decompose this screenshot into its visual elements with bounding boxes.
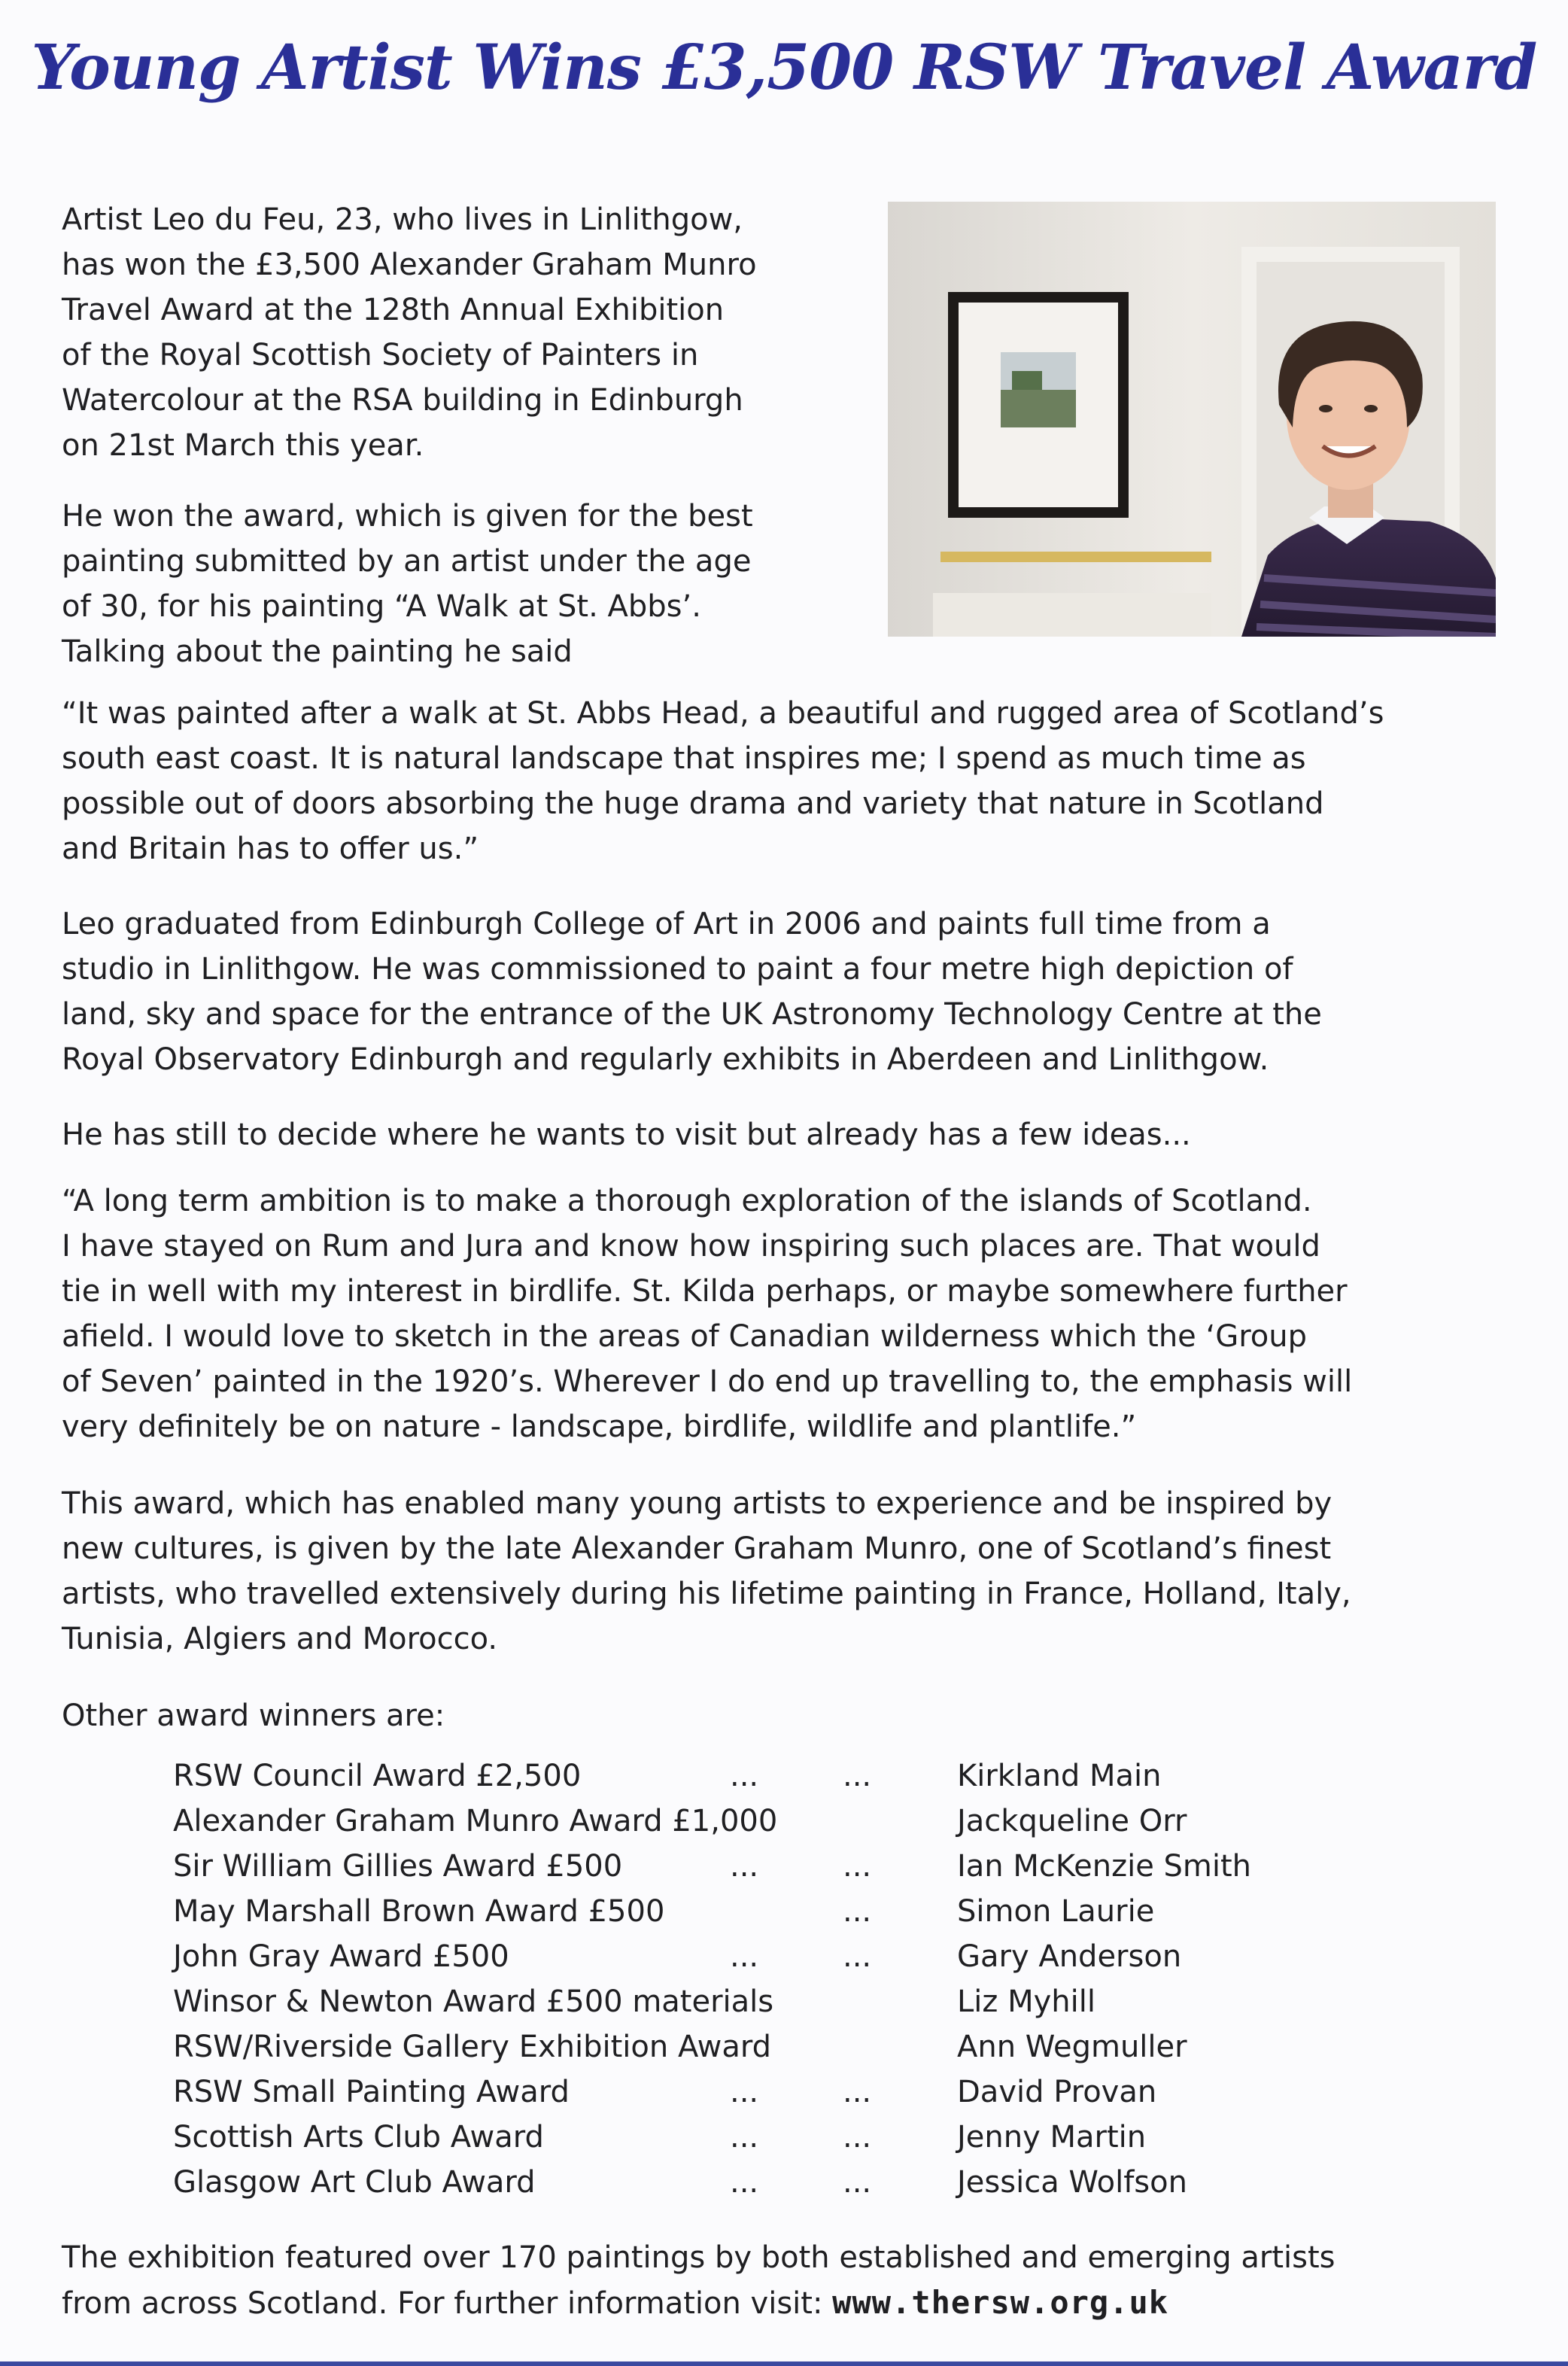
award-paragraph xyxy=(62,494,753,674)
award-leader-dots: ... xyxy=(730,2165,759,2200)
quote-ambition-line: I have stayed on Rum and Jura and know how inspiring such places are. That would xyxy=(62,1229,1320,1264)
headline: Young Artist Wins £3,500 RSW Travel Award xyxy=(31,32,1537,104)
award-row xyxy=(0,1753,1568,1799)
quote-painting-line: south east coast. It is natural landscape that inspires me; I spend as much time as xyxy=(62,741,1306,776)
other-winners-label: Other award winners are: xyxy=(62,1698,445,1733)
award-name: Winsor & Newton Award £500 materials xyxy=(173,1984,774,2019)
award-row xyxy=(0,2024,1568,2069)
footer-line-text: from across Scotland. For further information visit: xyxy=(62,2286,833,2321)
award-leader-dots: ... xyxy=(843,1849,872,1884)
quote-ambition-line: of Seven’ painted in the 1920’s. Wherever I do end up travelling to, the emphasis will xyxy=(62,1364,1353,1399)
award-history-paragraph xyxy=(62,1481,1351,1662)
award-row xyxy=(0,1934,1568,1979)
award-leader-dots: ... xyxy=(843,2120,872,2155)
plans-paragraph-line: He has still to decide where he wants to visit but already has a few ideas... xyxy=(62,1118,1191,1152)
award-row xyxy=(0,1979,1568,2024)
quote-painting-line: and Britain has to offer us.” xyxy=(62,832,479,866)
award-leader-dots: ... xyxy=(730,2120,759,2155)
award-history-line: artists, who travelled extensively during his lifetime painting in France, Holland, Italy, xyxy=(62,1577,1351,1611)
award-winner: Ann Wegmuller xyxy=(957,2030,1187,2064)
artist-photo-illustration xyxy=(888,202,1496,637)
background-paragraph-line: Leo graduated from Edinburgh College of Art in 2006 and paints full time from a xyxy=(62,907,1271,941)
background-paragraph-line: land, sky and space for the entrance of the UK Astronomy Technology Centre at the xyxy=(62,997,1322,1032)
award-row xyxy=(0,1889,1568,1934)
award-history-line: Tunisia, Algiers and Morocco. xyxy=(62,1622,498,1656)
award-leader-dots: ... xyxy=(843,1759,872,1793)
award-leader-dots: ... xyxy=(843,1939,872,1974)
quote-ambition xyxy=(62,1178,1352,1449)
award-winner: Liz Myhill xyxy=(957,1984,1095,2019)
award-leader-dots: ... xyxy=(843,2165,872,2200)
intro-line: of the Royal Scottish Society of Painters in xyxy=(62,338,699,373)
award-leader-dots: ... xyxy=(730,1939,759,1974)
award-leader-dots: ... xyxy=(730,1849,759,1884)
awards-list xyxy=(0,1753,1568,2205)
award-name: RSW Small Painting Award xyxy=(173,2075,570,2109)
award-name: John Gray Award £500 xyxy=(173,1939,509,1974)
award-winner: Jessica Wolfson xyxy=(957,2165,1187,2200)
intro-line: Artist Leo du Feu, 23, who lives in Linlithgow, xyxy=(62,202,743,237)
award-winner: Kirkland Main xyxy=(957,1759,1162,1793)
award-name: Scottish Arts Club Award xyxy=(173,2120,544,2155)
quote-painting xyxy=(62,691,1384,871)
award-name: Sir William Gillies Award £500 xyxy=(173,1849,623,1884)
quote-ambition-line: very definitely be on nature - landscape, birdlife, wildlife and plantlife.” xyxy=(62,1410,1137,1444)
bottom-divider xyxy=(0,2361,1568,2366)
award-history-line: This award, which has enabled many young artists to experience and be inspired by xyxy=(62,1486,1332,1521)
award-name: Glasgow Art Club Award xyxy=(173,2165,536,2200)
website-link[interactable]: www.thersw.org.uk xyxy=(832,2284,1169,2321)
award-paragraph-line: He won the award, which is given for the best xyxy=(62,499,753,534)
award-winner: Jenny Martin xyxy=(957,2120,1147,2155)
intro-line: on 21st March this year. xyxy=(62,428,424,463)
award-winner: Gary Anderson xyxy=(957,1939,1182,1974)
intro-paragraph xyxy=(62,197,757,468)
quote-painting-line: “It was painted after a walk at St. Abbs Head, a beautiful and rugged area of Scotland’s xyxy=(62,696,1384,731)
award-leader-dots: ... xyxy=(843,1894,872,1929)
intro-line: Travel Award at the 128th Annual Exhibition xyxy=(62,293,725,327)
award-name: Alexander Graham Munro Award £1,000 xyxy=(173,1804,778,1838)
plans-paragraph xyxy=(62,1112,1191,1157)
award-row xyxy=(0,1799,1568,1844)
footer-line: The exhibition featured over 170 paintings by both established and emerging artists xyxy=(62,2240,1336,2275)
award-paragraph-line: Talking about the painting he said xyxy=(62,634,573,669)
award-winner: Simon Laurie xyxy=(957,1894,1155,1929)
award-leader-dots: ... xyxy=(843,2075,872,2109)
award-row xyxy=(0,1844,1568,1889)
quote-ambition-line: tie in well with my interest in birdlife. St. Kilda perhaps, or maybe somewhere further xyxy=(62,1274,1348,1309)
award-winner: Ian McKenzie Smith xyxy=(957,1849,1252,1884)
other-winners-heading xyxy=(62,1693,445,1738)
award-name: RSW/Riverside Gallery Exhibition Award xyxy=(173,2030,772,2064)
quote-ambition-line: afield. I would love to sketch in the areas of Canadian wilderness which the ‘Group xyxy=(62,1319,1307,1354)
award-history-line: new cultures, is given by the late Alexander Graham Munro, one of Scotland’s finest xyxy=(62,1531,1332,1566)
award-paragraph-line: of 30, for his painting “A Walk at St. Abbs’. xyxy=(62,589,701,624)
award-row xyxy=(0,2160,1568,2205)
award-name: RSW Council Award £2,500 xyxy=(173,1759,582,1793)
award-name: May Marshall Brown Award £500 xyxy=(173,1894,665,1929)
artist-photo xyxy=(888,202,1496,637)
intro-line: Watercolour at the RSA building in Edinburgh xyxy=(62,383,743,418)
background-paragraph xyxy=(62,902,1322,1082)
award-paragraph-line: painting submitted by an artist under the age xyxy=(62,544,752,579)
footer-paragraph xyxy=(62,2235,1335,2326)
quote-ambition-line: “A long term ambition is to make a thorough exploration of the islands of Scotland. xyxy=(62,1184,1312,1218)
award-row xyxy=(0,2115,1568,2160)
background-paragraph-line: Royal Observatory Edinburgh and regularly exhibits in Aberdeen and Linlithgow. xyxy=(62,1042,1269,1077)
award-leader-dots: ... xyxy=(730,2075,759,2109)
intro-line: has won the £3,500 Alexander Graham Munro xyxy=(62,248,757,282)
background-paragraph-line: studio in Linlithgow. He was commissioned to paint a four metre high depiction of xyxy=(62,952,1293,987)
award-row xyxy=(0,2069,1568,2115)
quote-painting-line: possible out of doors absorbing the huge drama and variety that nature in Scotland xyxy=(62,786,1324,821)
footer-line xyxy=(62,2280,1335,2326)
award-winner: Jackqueline Orr xyxy=(957,1804,1187,1838)
award-winner: David Provan xyxy=(957,2075,1157,2109)
award-leader-dots: ... xyxy=(730,1759,759,1793)
